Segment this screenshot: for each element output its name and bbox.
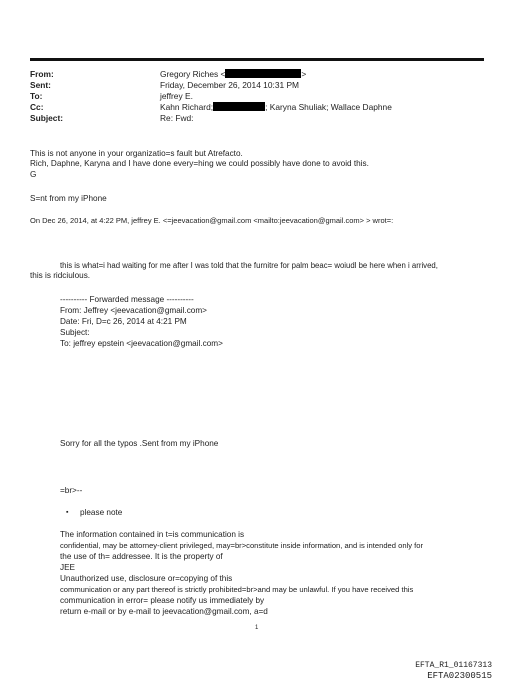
forwarded-from: From: Jeffrey <jeevacation@gmail.com> (60, 306, 207, 315)
body-line: This is not anyone in your organizatio=s fault but Atrefacto. (30, 149, 243, 158)
quote-intro: On Dec 26, 2014, at 4:22 PM, jeffrey E. <=jeevacation@gmail.com <mailto:jeevacation@gmail.com> > wrot=: (30, 216, 394, 225)
subject-label: Subject: (30, 113, 64, 123)
forwarded-to: To: jeffrey epstein <jeevacation@gmail.com> (60, 339, 223, 348)
forwarded-subject: Subject: (60, 328, 90, 337)
to-label: To: (30, 91, 43, 101)
redaction-box (225, 69, 301, 78)
confidentiality-line: JEE (60, 563, 76, 572)
confidentiality-line: The information contained in t=is communication is (60, 530, 245, 539)
confidentiality-line: communication in error= please notify us immediately by (60, 596, 265, 605)
subject-value: Re: Fwd: (160, 113, 194, 123)
confidentiality-line: Unauthorized use, disclosure or=copying of this (60, 574, 233, 583)
confidentiality-line: return e-mail or by e-mail to jeevacation@gmail.com, a=d (60, 607, 268, 616)
confidentiality-line: the use of th= addressee. It is the property of (60, 552, 223, 561)
sent-value: Friday, December 26, 2014 10:31 PM (160, 80, 300, 90)
forwarded-header: ---------- Forwarded message ---------- (60, 295, 194, 304)
cc-value: Kahn Richard; ; Karyna Shuliak; Wallace Daphne (160, 102, 392, 112)
cc-label: Cc: (30, 102, 44, 112)
redaction-box (213, 102, 265, 111)
forwarded-date: Date: Fri, D=c 26, 2014 at 4:21 PM (60, 317, 187, 326)
to-value: jeffrey E. (160, 91, 193, 101)
body-line: S=nt from my iPhone (30, 194, 107, 203)
page-number: 1 (255, 625, 259, 631)
body-line: Sorry for all the typos .Sent from my iPhone (60, 439, 219, 448)
bullet-icon: ▪ (66, 509, 69, 516)
body-line: G (30, 170, 37, 179)
from-label: From: (30, 69, 54, 79)
from-value: Gregory Riches < > (160, 69, 307, 79)
bates-id-secondary: EFTA02300515 (427, 671, 492, 681)
confidentiality-line: confidential, may be attorney-client privileged, may=br>constitute inside information, and is intended only for (60, 541, 424, 550)
body-line: please note (80, 508, 123, 517)
body-line: this is ridciulous. (30, 271, 91, 280)
header-rule (30, 58, 484, 61)
body-line: =br>-- (60, 486, 83, 495)
body-line: Rich, Daphne, Karyna and I have done every=hing we could possibly have done to avoid this. (30, 159, 369, 168)
bates-id-primary: EFTA_R1_01167313 (415, 661, 492, 670)
confidentiality-line: communication or any part thereof is strictly prohibited=br>and may be unlawful. If you have received this (60, 585, 414, 594)
body-line: this is what=i had waiting for me after I was told that the furnitre for palm beac= woiudl be here when i arrived, (60, 261, 438, 270)
sent-label: Sent: (30, 80, 51, 90)
